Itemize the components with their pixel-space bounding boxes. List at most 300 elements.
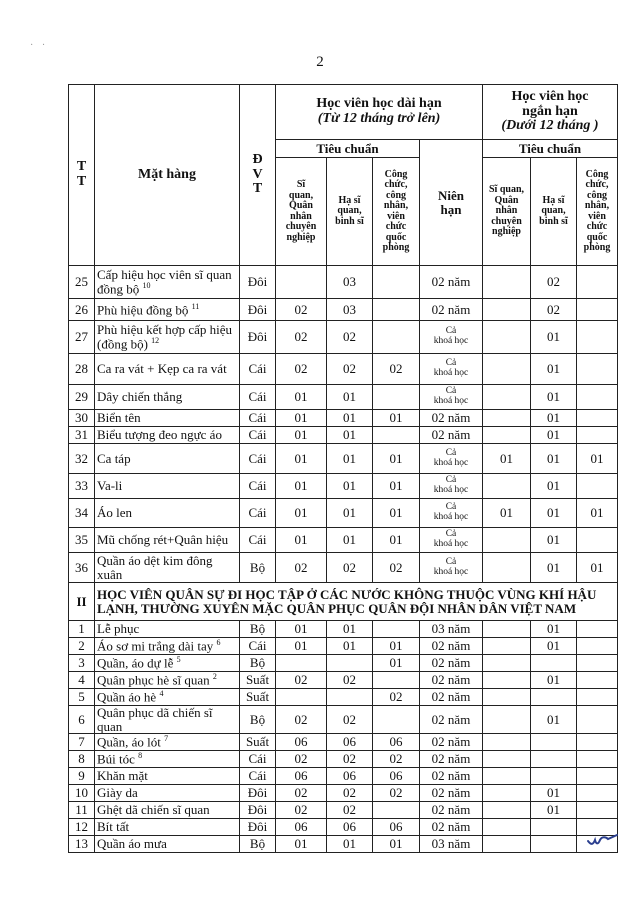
- row-nien-han: 02 năm: [420, 427, 483, 444]
- row-ha-si-long: 02: [327, 785, 373, 802]
- row-tt: 12: [69, 819, 95, 836]
- row-cong-chuc-long: 01: [373, 410, 420, 427]
- row-cong-chuc-long: 01: [373, 474, 420, 499]
- item-name-text: Quân phục hè sĩ quan: [97, 672, 210, 688]
- row-cong-chuc-long: [373, 266, 420, 299]
- row-si-quan-short: [483, 474, 531, 499]
- part1-row: [69, 266, 618, 299]
- part1-row: [69, 410, 618, 427]
- row-ha-si-long: 02: [327, 751, 373, 768]
- row-si-quan-short: [483, 621, 531, 638]
- row-ha-si-long: 02: [327, 321, 373, 354]
- allowance-table: [68, 84, 618, 853]
- header-tieu-chuan-long: Tiêu chuẩn: [276, 140, 420, 158]
- row-nien-han: Cả khoá học: [420, 444, 483, 474]
- row-tt: 6: [69, 706, 95, 734]
- row-ha-si-long: 03: [327, 266, 373, 299]
- header-col-ha-si: Hạ sĩ quan, binh sĩ: [327, 158, 373, 266]
- part2-row: [69, 689, 618, 706]
- row-ha-si-short: 01: [531, 802, 577, 819]
- row-ha-si-short: 01: [531, 427, 577, 444]
- row-ha-si-short: 01: [531, 621, 577, 638]
- header-long-term-title: Học viên học dài hạn: [316, 96, 442, 112]
- footnote-marker: 10: [142, 280, 151, 290]
- footnote-marker: 8: [138, 751, 143, 761]
- part1-row: [69, 528, 618, 553]
- row-ha-si-long: 01: [327, 444, 373, 474]
- row-cong-chuc-long: 01: [373, 638, 420, 655]
- item-name-text: Va-li: [97, 478, 123, 494]
- row-si-quan-long: [276, 266, 327, 299]
- row-nien-han: Cả khoá học: [420, 321, 483, 354]
- header-long-term: [276, 85, 483, 140]
- row-item-name: [95, 528, 240, 553]
- row-cong-chuc-long: 01: [373, 836, 420, 853]
- row-tt: 36: [69, 553, 95, 583]
- row-tt: 31: [69, 427, 95, 444]
- row-unit: Đôi: [240, 321, 276, 354]
- row-cong-chuc-short: [577, 638, 618, 655]
- row-nien-han: Cả khoá học: [420, 499, 483, 528]
- row-item-name: [95, 751, 240, 768]
- item-name-text: Mũ chống rét+Quân hiệu: [97, 532, 229, 548]
- item-name-text: Quần, áo lót: [97, 734, 161, 750]
- row-si-quan-long: 01: [276, 638, 327, 655]
- footnote-marker: 2: [212, 672, 217, 682]
- header-col-cong-chuc: Công chức, công nhân, viên chức quốc phòng: [373, 158, 420, 266]
- row-item-name: [95, 638, 240, 655]
- part1-row: [69, 474, 618, 499]
- item-name-text: Quần áo mưa: [97, 836, 167, 852]
- row-unit: Cái: [240, 385, 276, 410]
- row-nien-han: 02 năm: [420, 299, 483, 321]
- row-si-quan-long: 01: [276, 499, 327, 528]
- row-item-name: [95, 836, 240, 853]
- row-nien-han: Cả khoá học: [420, 474, 483, 499]
- header-col-si-quan-short: Sĩ quan, Quân nhân chuyên nghiệp: [483, 158, 531, 266]
- row-tt: 30: [69, 410, 95, 427]
- row-unit: Suất: [240, 672, 276, 689]
- row-nien-han: 03 năm: [420, 621, 483, 638]
- part1-row: [69, 553, 618, 583]
- row-tt: 1: [69, 621, 95, 638]
- row-ha-si-long: 02: [327, 672, 373, 689]
- row-item-name: [95, 734, 240, 751]
- row-si-quan-long: 01: [276, 621, 327, 638]
- section-ii-row: [69, 583, 618, 621]
- row-item-name: [95, 321, 240, 354]
- row-cong-chuc-short: [577, 474, 618, 499]
- row-si-quan-short: [483, 751, 531, 768]
- row-cong-chuc-short: [577, 410, 618, 427]
- row-cong-chuc-long: [373, 385, 420, 410]
- item-name-text: Giày da: [97, 785, 138, 801]
- header-tt: T T: [69, 85, 95, 266]
- row-tt: 5: [69, 689, 95, 706]
- row-unit: Đôi: [240, 299, 276, 321]
- row-si-quan-short: [483, 638, 531, 655]
- row-nien-han: 02 năm: [420, 751, 483, 768]
- row-cong-chuc-long: [373, 621, 420, 638]
- row-unit: Cái: [240, 354, 276, 385]
- row-ha-si-short: [531, 655, 577, 672]
- row-tt: 4: [69, 672, 95, 689]
- row-tt: 29: [69, 385, 95, 410]
- part2-row: [69, 802, 618, 819]
- row-nien-han: Cả khoá học: [420, 553, 483, 583]
- row-cong-chuc-short: [577, 427, 618, 444]
- item-name-text: Quân phục dã chiến sĩ quan: [97, 705, 213, 734]
- section-ii-number: II: [69, 583, 95, 621]
- row-cong-chuc-long: 02: [373, 751, 420, 768]
- row-tt: 27: [69, 321, 95, 354]
- footnote-marker: 4: [159, 689, 164, 699]
- item-name-text: Dây chiến thắng: [97, 389, 183, 405]
- row-item-name: [95, 553, 240, 583]
- row-cong-chuc-long: 02: [373, 354, 420, 385]
- row-cong-chuc-long: [373, 802, 420, 819]
- row-si-quan-short: [483, 321, 531, 354]
- row-ha-si-long: 02: [327, 802, 373, 819]
- header-nien-han: Niên hạn: [420, 140, 483, 266]
- row-cong-chuc-long: [373, 672, 420, 689]
- item-name-text: Áo sơ mi trắng dài tay: [97, 638, 214, 654]
- row-tt: 2: [69, 638, 95, 655]
- section-ii-title: HỌC VIÊN QUÂN SỰ ĐI HỌC TẬP Ở CÁC NƯỚC KHÔNG THUỘC VÙNG KHÍ HẬU LẠNH, THƯỜNG XUYÊN MẶC QUÂN PHỤC QUÂN ĐỘI NHÂN DÂN VIỆT NAM: [95, 583, 618, 621]
- row-unit: Cái: [240, 768, 276, 785]
- part1-row: [69, 299, 618, 321]
- row-tt: 35: [69, 528, 95, 553]
- item-name-text: Ca ra vát + Kẹp ca ra vát: [97, 361, 227, 377]
- row-ha-si-short: 01: [531, 499, 577, 528]
- row-si-quan-long: 01: [276, 836, 327, 853]
- row-ha-si-long: 01: [327, 836, 373, 853]
- row-tt: 7: [69, 734, 95, 751]
- row-item-name: [95, 655, 240, 672]
- row-si-quan-short: [483, 655, 531, 672]
- row-item-name: [95, 266, 240, 299]
- header-short-term-sub: (Dưới 12 tháng ): [501, 118, 599, 134]
- row-unit: Đôi: [240, 266, 276, 299]
- row-si-quan-long: 02: [276, 299, 327, 321]
- row-cong-chuc-short: 01: [577, 499, 618, 528]
- item-name-text: Khăn mặt: [97, 768, 148, 784]
- footnote-marker: 6: [216, 638, 221, 648]
- row-ha-si-short: [531, 751, 577, 768]
- row-ha-si-short: 01: [531, 553, 577, 583]
- row-item-name: [95, 299, 240, 321]
- row-si-quan-long: 02: [276, 785, 327, 802]
- part2-row: [69, 785, 618, 802]
- row-nien-han: 02 năm: [420, 734, 483, 751]
- row-ha-si-long: [327, 689, 373, 706]
- row-ha-si-long: [327, 655, 373, 672]
- row-cong-chuc-short: [577, 321, 618, 354]
- item-name-text: Bít tất: [97, 819, 130, 835]
- row-tt: 11: [69, 802, 95, 819]
- row-item-name: [95, 785, 240, 802]
- row-cong-chuc-long: 06: [373, 734, 420, 751]
- row-unit: Suất: [240, 734, 276, 751]
- row-unit: Suất: [240, 689, 276, 706]
- row-ha-si-long: 02: [327, 354, 373, 385]
- row-item-name: [95, 819, 240, 836]
- row-nien-han: 02 năm: [420, 638, 483, 655]
- row-ha-si-long: 06: [327, 734, 373, 751]
- row-tt: 9: [69, 768, 95, 785]
- row-cong-chuc-short: [577, 385, 618, 410]
- row-unit: Cái: [240, 638, 276, 655]
- part2-row: [69, 734, 618, 751]
- header-long-term-sub: (Từ 12 tháng trở lên): [317, 111, 441, 126]
- row-ha-si-short: [531, 768, 577, 785]
- row-ha-si-long: 02: [327, 553, 373, 583]
- row-unit: Đôi: [240, 819, 276, 836]
- row-nien-han: 02 năm: [420, 655, 483, 672]
- row-ha-si-short: [531, 734, 577, 751]
- part1-row: [69, 499, 618, 528]
- row-unit: Bộ: [240, 706, 276, 734]
- row-unit: Cái: [240, 427, 276, 444]
- row-tt: 33: [69, 474, 95, 499]
- row-ha-si-short: 01: [531, 474, 577, 499]
- part2-row: [69, 655, 618, 672]
- row-si-quan-short: 01: [483, 444, 531, 474]
- item-name-text: Quần, áo dự lễ: [97, 655, 174, 671]
- row-ha-si-short: 01: [531, 706, 577, 734]
- row-si-quan-short: [483, 299, 531, 321]
- part2-row: [69, 768, 618, 785]
- footnote-marker: 7: [164, 734, 169, 744]
- row-si-quan-short: [483, 689, 531, 706]
- row-ha-si-short: 02: [531, 299, 577, 321]
- row-ha-si-long: 02: [327, 706, 373, 734]
- row-tt: 28: [69, 354, 95, 385]
- row-ha-si-long: 01: [327, 410, 373, 427]
- row-si-quan-short: [483, 528, 531, 553]
- row-nien-han: 02 năm: [420, 785, 483, 802]
- row-unit: Cái: [240, 751, 276, 768]
- row-cong-chuc-short: [577, 354, 618, 385]
- row-ha-si-short: [531, 689, 577, 706]
- header-short-term: [483, 85, 618, 140]
- footnote-marker: 11: [191, 301, 200, 311]
- row-nien-han: Cả khoá học: [420, 528, 483, 553]
- header-dvt: Đ V T: [240, 85, 276, 266]
- row-item-name: [95, 385, 240, 410]
- row-nien-han: 02 năm: [420, 410, 483, 427]
- item-name-text: Biển tên: [97, 410, 141, 426]
- row-si-quan-long: [276, 689, 327, 706]
- row-item-name: [95, 621, 240, 638]
- row-si-quan-short: [483, 266, 531, 299]
- part2-row: [69, 638, 618, 655]
- row-item-name: [95, 474, 240, 499]
- footnote-marker: 12: [151, 335, 160, 345]
- row-nien-han: 02 năm: [420, 266, 483, 299]
- row-cong-chuc-long: 02: [373, 553, 420, 583]
- row-nien-han: 03 năm: [420, 836, 483, 853]
- row-cong-chuc-long: 06: [373, 768, 420, 785]
- row-si-quan-long: 01: [276, 528, 327, 553]
- row-si-quan-short: [483, 734, 531, 751]
- row-si-quan-long: 02: [276, 672, 327, 689]
- row-cong-chuc-short: [577, 655, 618, 672]
- item-name-text: Phù hiệu đồng bộ: [97, 301, 189, 317]
- row-item-name: [95, 499, 240, 528]
- row-tt: 3: [69, 655, 95, 672]
- row-ha-si-short: 02: [531, 266, 577, 299]
- row-cong-chuc-short: [577, 266, 618, 299]
- row-nien-han: Cả khoá học: [420, 385, 483, 410]
- row-unit: Cái: [240, 499, 276, 528]
- row-ha-si-short: 01: [531, 528, 577, 553]
- row-si-quan-long: 02: [276, 802, 327, 819]
- row-cong-chuc-short: [577, 621, 618, 638]
- row-unit: Đôi: [240, 785, 276, 802]
- header-col-cong-chuc-short: Công chức, công nhân, viên chức quốc phòng: [577, 158, 618, 266]
- row-si-quan-short: 01: [483, 499, 531, 528]
- row-item-name: [95, 689, 240, 706]
- row-si-quan-long: 01: [276, 410, 327, 427]
- row-si-quan-short: [483, 672, 531, 689]
- header-col-ha-si-short: Hạ sĩ quan, binh sĩ: [531, 158, 577, 266]
- row-cong-chuc-short: [577, 768, 618, 785]
- header-short-term-title: Học viên học ngắn hạn: [511, 88, 589, 119]
- row-si-quan-long: 06: [276, 734, 327, 751]
- row-item-name: [95, 410, 240, 427]
- row-si-quan-long: 01: [276, 385, 327, 410]
- row-nien-han: 02 năm: [420, 672, 483, 689]
- row-si-quan-long: 02: [276, 751, 327, 768]
- part1-row: [69, 354, 618, 385]
- row-si-quan-short: [483, 802, 531, 819]
- header-col-si-quan: Sĩ quan, Quân nhân chuyên nghiệp: [276, 158, 327, 266]
- row-nien-han: Cả khoá học: [420, 354, 483, 385]
- part2-row: [69, 706, 618, 734]
- row-ha-si-short: 01: [531, 354, 577, 385]
- row-si-quan-short: [483, 553, 531, 583]
- header-tieu-chuan-short: Tiêu chuẩn: [483, 140, 618, 158]
- row-ha-si-short: [531, 836, 577, 853]
- row-ha-si-long: 01: [327, 621, 373, 638]
- row-cong-chuc-short: [577, 734, 618, 751]
- row-si-quan-long: 06: [276, 768, 327, 785]
- row-si-quan-short: [483, 385, 531, 410]
- row-si-quan-short: [483, 836, 531, 853]
- row-si-quan-long: 02: [276, 706, 327, 734]
- part2-row: [69, 836, 618, 853]
- item-name-text: Áo len: [97, 505, 133, 521]
- row-tt: 10: [69, 785, 95, 802]
- row-si-quan-long: 02: [276, 321, 327, 354]
- row-cong-chuc-long: [373, 321, 420, 354]
- row-si-quan-short: [483, 819, 531, 836]
- row-ha-si-long: 06: [327, 819, 373, 836]
- row-ha-si-long: 01: [327, 638, 373, 655]
- row-si-quan-short: [483, 785, 531, 802]
- row-item-name: [95, 427, 240, 444]
- row-item-name: [95, 706, 240, 734]
- row-si-quan-long: 02: [276, 553, 327, 583]
- row-ha-si-long: 01: [327, 427, 373, 444]
- part1-row: [69, 321, 618, 354]
- row-ha-si-long: 03: [327, 299, 373, 321]
- row-unit: Cái: [240, 528, 276, 553]
- row-ha-si-long: 01: [327, 474, 373, 499]
- part2-row: [69, 819, 618, 836]
- row-ha-si-short: 01: [531, 444, 577, 474]
- row-ha-si-short: 01: [531, 638, 577, 655]
- row-unit: Bộ: [240, 655, 276, 672]
- row-cong-chuc-short: [577, 785, 618, 802]
- row-si-quan-long: 01: [276, 427, 327, 444]
- signature-mark: [586, 829, 620, 851]
- row-cong-chuc-long: 01: [373, 528, 420, 553]
- part2-row: [69, 751, 618, 768]
- row-ha-si-long: 01: [327, 499, 373, 528]
- row-tt: 32: [69, 444, 95, 474]
- row-cong-chuc-long: 06: [373, 819, 420, 836]
- item-name-text: Biểu tượng đeo ngực áo: [97, 427, 222, 443]
- row-cong-chuc-long: 02: [373, 785, 420, 802]
- row-unit: Bộ: [240, 553, 276, 583]
- row-tt: 25: [69, 266, 95, 299]
- row-cong-chuc-short: [577, 672, 618, 689]
- row-cong-chuc-short: 01: [577, 444, 618, 474]
- row-cong-chuc-short: [577, 706, 618, 734]
- page-number: 2: [316, 54, 324, 70]
- item-name-text: Phù hiệu kết hợp cấp hiệu (đồng bộ): [97, 322, 233, 352]
- row-ha-si-short: 01: [531, 410, 577, 427]
- row-unit: Cái: [240, 474, 276, 499]
- row-cong-chuc-short: [577, 689, 618, 706]
- header-row-1: [69, 85, 618, 140]
- row-nien-han: 02 năm: [420, 689, 483, 706]
- item-name-text: Ca táp: [97, 450, 131, 466]
- row-unit: Bộ: [240, 836, 276, 853]
- row-item-name: [95, 768, 240, 785]
- row-si-quan-long: 06: [276, 819, 327, 836]
- row-si-quan-long: 01: [276, 444, 327, 474]
- item-name-text: Quần áo dệt kim đông xuân: [97, 552, 213, 582]
- row-ha-si-short: 01: [531, 785, 577, 802]
- row-item-name: [95, 672, 240, 689]
- row-tt: 13: [69, 836, 95, 853]
- item-name-text: Ghệt dã chiến sĩ quan: [97, 802, 210, 818]
- row-nien-han: 02 năm: [420, 802, 483, 819]
- footnote-marker: 5: [176, 655, 181, 665]
- row-si-quan-long: 02: [276, 354, 327, 385]
- row-unit: Đôi: [240, 802, 276, 819]
- row-cong-chuc-short: 01: [577, 553, 618, 583]
- row-cong-chuc-long: [373, 706, 420, 734]
- scan-speck: · ·: [30, 40, 49, 51]
- row-si-quan-short: [483, 410, 531, 427]
- row-cong-chuc-long: [373, 299, 420, 321]
- part1-row: [69, 385, 618, 410]
- row-si-quan-short: [483, 354, 531, 385]
- item-name-text: Lễ phục: [97, 621, 140, 637]
- row-cong-chuc-short: [577, 299, 618, 321]
- row-ha-si-long: 06: [327, 768, 373, 785]
- row-ha-si-short: 01: [531, 385, 577, 410]
- row-item-name: [95, 354, 240, 385]
- row-cong-chuc-long: [373, 427, 420, 444]
- row-cong-chuc-short: [577, 802, 618, 819]
- row-item-name: [95, 802, 240, 819]
- item-name-text: Cấp hiệu học viên sĩ quan đồng bộ: [97, 267, 232, 297]
